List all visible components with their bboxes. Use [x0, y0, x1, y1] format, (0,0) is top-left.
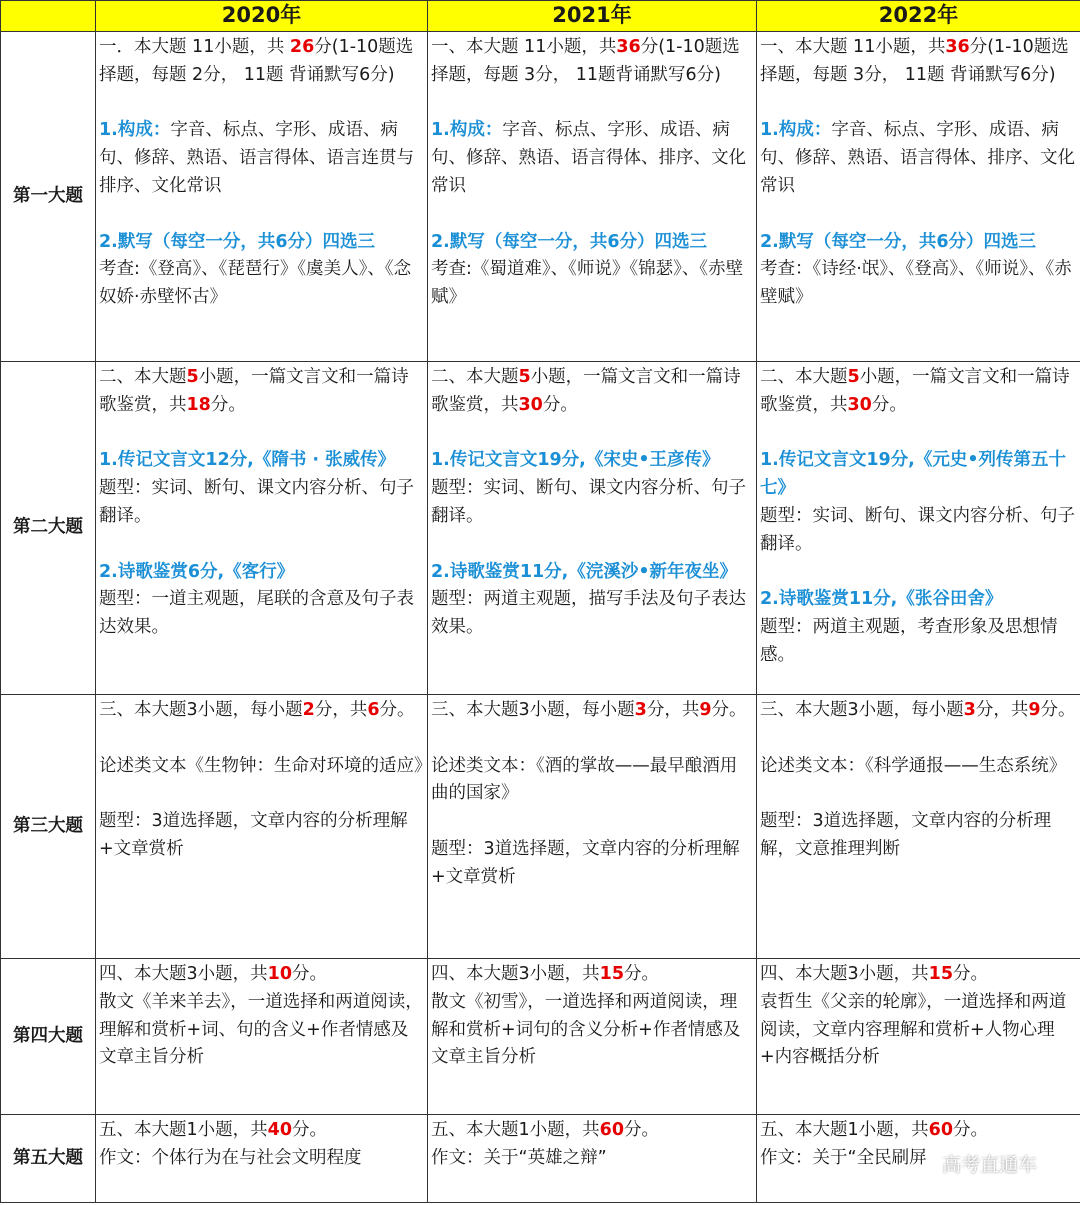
score-highlight: 18 [186, 394, 211, 415]
cell-paragraph [99, 961, 425, 989]
cell-paragraph [431, 1145, 754, 1173]
paragraph-gap [760, 725, 1078, 753]
cell-paragraph [760, 753, 1078, 781]
paragraph-gap [99, 780, 425, 808]
cell-paragraph [760, 256, 1078, 312]
score-highlight: 5 [847, 367, 860, 387]
text-segment: 分，共 [314, 700, 368, 720]
text-segment: 二、本大题 [431, 367, 519, 387]
text-segment: 分。 [542, 394, 578, 415]
year-cell-2022 [757, 32, 1080, 362]
cell-paragraph [431, 364, 754, 420]
text-segment: 分。 [953, 1120, 988, 1140]
text-segment: 二、本大题 [99, 367, 187, 387]
cell-paragraph [431, 753, 754, 809]
score-highlight: 30 [847, 394, 872, 415]
cell-paragraph [431, 117, 754, 200]
cell-paragraph [760, 989, 1078, 1072]
text-segment: 论述类文本《生物钟：生命对环境的适应》 [99, 755, 432, 776]
paragraph-gap [431, 808, 754, 836]
cell-paragraph [760, 586, 1078, 614]
year-cell-2022 [757, 362, 1080, 695]
text-segment: 论述类文本：《酒的掌故——最早酿酒用曲的国家》 [431, 755, 738, 804]
cell-paragraph [99, 256, 425, 312]
cell-paragraph [99, 364, 425, 420]
cell-paragraph [760, 117, 1078, 200]
table-row [1, 32, 1080, 362]
score-highlight: 15 [928, 964, 953, 984]
section-heading: 1.传记文言文19分,《元史•列传第五十七》 [760, 450, 1067, 499]
cell-paragraph [99, 989, 425, 1072]
paragraph-gap [99, 201, 425, 229]
year-cell-2020 [96, 362, 428, 695]
text-segment: 二、本大题 [760, 367, 848, 387]
text-segment: 题型：3道选择题，文章内容的分析理解+文章赏析 [99, 811, 408, 859]
text-segment: 字音、标点、字形、成语、病句、修辞、熟语、语言得体、语言连贯与排序、文化常识 [99, 120, 414, 196]
paragraph-gap [99, 420, 425, 448]
text-segment: 袁哲生《父亲的轮廓》，一道选择和两道阅读，文章内容理解和赏析+人物心理+内容概括分析 [760, 991, 1067, 1068]
section-heading: 2.默写（每空一分，共6分）四选三 [99, 231, 375, 252]
year-cell-2022 [757, 959, 1080, 1115]
text-segment: 分。 [210, 394, 246, 415]
cell-paragraph [760, 503, 1078, 559]
header-year-2020: 2020年 [96, 1, 428, 32]
text-segment: 考查：《诗经·氓》、《登高》、《师说》、《赤壁赋》 [760, 259, 1072, 308]
year-cell-2020 [96, 959, 428, 1115]
text-segment: 分(1-10题选择题，每题 3分， 11题背诵默写6分) [431, 37, 740, 85]
cell-paragraph [431, 475, 754, 531]
header-year-2022: 2022年 [757, 1, 1080, 32]
cell-paragraph [99, 1145, 425, 1173]
cell-paragraph [760, 961, 1078, 989]
cell-paragraph [99, 1117, 425, 1145]
text-segment: 四、本大题3小题，共 [431, 964, 600, 984]
row-heading: 第五大题 [1, 1115, 96, 1203]
score-highlight: 26 [289, 37, 315, 57]
paragraph-gap [99, 725, 425, 753]
score-highlight: 40 [267, 1120, 292, 1140]
text-segment: 小题，一篇文言文和一篇诗歌鉴赏，共 [760, 367, 1070, 415]
section-heading: 2.诗歌鉴赏6分,《客行》 [99, 561, 295, 582]
cell-paragraph [760, 614, 1078, 670]
cell-paragraph [431, 989, 754, 1072]
text-segment: 三、本大题3小题，每小题 [760, 700, 964, 720]
table-body [1, 32, 1080, 1203]
paragraph-gap [760, 201, 1078, 229]
table-row [1, 695, 1080, 959]
paragraph-gap [431, 90, 754, 118]
text-segment: 作文：关于“全民刷屏 [760, 1147, 927, 1168]
year-cell-2021 [428, 695, 757, 959]
text-segment: 分，共 [646, 700, 700, 720]
cell-paragraph [760, 447, 1078, 503]
year-cell-2021 [428, 1115, 757, 1203]
text-segment: 题型：实词、断句、课文内容分析、句子翻译。 [431, 478, 746, 526]
year-cell-2020 [96, 32, 428, 362]
text-segment: 题型：两道主观题，描写手法及句子表达效果。 [431, 589, 746, 638]
header-year-2021: 2021年 [428, 1, 757, 32]
watermark-text: 高考直通车 [942, 1154, 1038, 1176]
score-highlight: 36 [945, 37, 970, 57]
text-segment: 一、本大题 11小题，共 [760, 37, 946, 57]
text-segment: 分。 [624, 964, 659, 984]
score-highlight: 9 [699, 700, 712, 720]
text-segment: 分。 [624, 1120, 659, 1140]
score-highlight: 3 [963, 700, 976, 720]
cell-paragraph [99, 697, 425, 725]
score-highlight: 5 [186, 367, 199, 387]
paragraph-gap [431, 420, 754, 448]
cell-paragraph [760, 364, 1078, 420]
text-segment: 分。 [379, 700, 415, 720]
text-segment: 小题，一篇文言文和一篇诗歌鉴赏，共 [431, 367, 741, 415]
paragraph-gap [431, 531, 754, 559]
text-segment: 五、本大题1小题，共 [431, 1120, 600, 1140]
cell-paragraph [99, 808, 425, 864]
cell-paragraph [431, 1117, 754, 1145]
section-heading: 1.传记文言文12分,《隋书 · 张威传》 [99, 450, 396, 471]
text-segment: 题型：3道选择题，文章内容的分析理解+文章赏析 [431, 838, 740, 887]
section-heading: 2.诗歌鉴赏11分,《张谷田舍》 [760, 589, 1003, 610]
paragraph-gap [99, 90, 425, 118]
text-segment: 一．本大题 11小题，共 [99, 37, 290, 57]
cell-paragraph [431, 447, 754, 475]
year-cell-2022 [757, 695, 1080, 959]
cell-paragraph [99, 447, 425, 475]
text-segment: 题型：两道主观题，考查形象及思想情感。 [760, 617, 1058, 665]
score-highlight: 60 [928, 1120, 953, 1140]
cell-paragraph [99, 34, 425, 90]
text-segment: 作文：关于“英雄之辩” [431, 1147, 607, 1168]
paragraph-gap [760, 780, 1078, 808]
text-segment: 分。 [1040, 700, 1076, 720]
cell-paragraph [99, 753, 432, 781]
section-heading: 2.诗歌鉴赏11分,《浣溪沙•新年夜坐》 [431, 561, 738, 582]
header-row [1, 1, 1080, 32]
paragraph-gap [760, 559, 1078, 587]
text-segment: 分。 [292, 964, 327, 984]
text-segment: 一、本大题 11小题，共 [431, 37, 617, 57]
text-segment: 分。 [292, 1120, 327, 1140]
year-cell-2021 [428, 32, 757, 362]
text-segment: 题型：实词、断句、课文内容分析、句子翻译。 [99, 478, 414, 526]
text-segment: 论述类文本：《科学通报——生态系统》 [760, 755, 1067, 776]
text-segment: 分。 [711, 700, 747, 720]
year-cell-2020 [96, 1115, 428, 1203]
text-segment: 分。 [953, 964, 988, 984]
cell-paragraph [760, 1117, 1078, 1145]
row-heading: 第一大题 [1, 32, 96, 362]
score-highlight: 3 [634, 700, 647, 720]
cell-paragraph [760, 808, 1078, 864]
cell-paragraph [431, 586, 754, 642]
section-heading: 1.构成： [99, 120, 171, 141]
text-segment: 四、本大题3小题，共 [99, 964, 268, 984]
cell-paragraph [99, 229, 425, 257]
paragraph-gap [431, 725, 754, 753]
section-heading: 2.默写（每空一分，共6分）四选三 [431, 231, 707, 252]
table-row [1, 362, 1080, 695]
paragraph-gap [760, 420, 1078, 448]
row-heading: 第三大题 [1, 695, 96, 959]
text-segment: 题型：3道选择题，文章内容的分析理解，文意推理判断 [760, 811, 1052, 859]
text-segment: 四、本大题3小题，共 [760, 964, 929, 984]
text-segment: 考查:《蜀道难》、《师说》《锦瑟》、《赤壁赋》 [431, 259, 744, 308]
text-segment: 小题，一篇文言文和一篇诗歌鉴赏，共 [99, 367, 409, 415]
row-heading: 第四大题 [1, 959, 96, 1115]
section-heading: 1.传记文言文19分,《宋史•王彦传》 [431, 450, 720, 471]
score-highlight: 15 [599, 964, 624, 984]
score-highlight: 5 [518, 367, 531, 387]
year-cell-2021 [428, 959, 757, 1115]
text-segment: 五、本大题1小题，共 [760, 1120, 929, 1140]
cell-paragraph [431, 961, 754, 989]
score-highlight: 60 [599, 1120, 624, 1140]
cell-paragraph [760, 697, 1078, 725]
cell-paragraph [99, 475, 425, 531]
cell-paragraph [99, 586, 425, 642]
cell-paragraph [431, 559, 754, 587]
score-highlight: 30 [518, 394, 543, 415]
table-row [1, 1115, 1080, 1203]
text-segment: 字音、标点、字形、成语、病句、修辞、熟语、语言得体、排序、文化常识 [760, 120, 1075, 196]
score-highlight: 9 [1028, 700, 1041, 720]
text-segment: 作文：个体行为在与社会文明程度 [99, 1147, 362, 1168]
text-segment: 散文《初雪》，一道选择和两道阅读，理解和赏析+词句的含义分析+作者情感及文章主旨分析 [431, 991, 741, 1068]
text-segment: 题型：实词、断句、课文内容分析、句子翻译。 [760, 505, 1075, 554]
score-highlight: 36 [616, 37, 641, 57]
score-highlight: 6 [367, 700, 380, 720]
paragraph-gap [99, 531, 425, 559]
cell-paragraph [431, 697, 754, 725]
year-cell-2021 [428, 362, 757, 695]
cell-paragraph [760, 229, 1078, 257]
cell-paragraph [431, 256, 754, 312]
text-segment: 分，共 [975, 700, 1029, 720]
text-segment: 考查:《登高》、《琵琶行》《虞美人》、《念奴娇·赤壁怀古》 [99, 259, 412, 308]
paragraph-gap [431, 201, 754, 229]
table-row [1, 959, 1080, 1115]
year-cell-2020 [96, 695, 432, 959]
text-segment: 散文《羊来羊去》，一道选择和两道阅读，理解和赏析+词、句的含义+作者情感及文章主旨分析 [99, 991, 423, 1068]
cell-paragraph [431, 34, 754, 90]
text-segment: 分(1-10题选择题，每题 3分， 11题 背诵默写6分) [760, 37, 1069, 85]
header-corner-cell [1, 1, 96, 32]
text-segment: 五、本大题1小题，共 [99, 1120, 268, 1140]
cell-paragraph [760, 34, 1078, 90]
row-heading: 第二大题 [1, 362, 96, 695]
section-heading: 1.构成： [431, 120, 503, 141]
cell-paragraph [99, 117, 425, 200]
text-segment: 分。 [871, 394, 907, 415]
text-segment: 三、本大题3小题，每小题 [431, 700, 635, 720]
cell-paragraph [99, 559, 425, 587]
text-segment: 分(1-10题选择题，每题 2分， 11题 背诵默写6分) [99, 37, 414, 85]
paragraph-gap [760, 90, 1078, 118]
score-highlight: 2 [302, 700, 315, 720]
score-highlight: 10 [267, 964, 292, 984]
cell-paragraph [431, 836, 754, 892]
text-segment: 题型：一道主观题，尾联的含意及句子表达效果。 [99, 589, 414, 638]
text-segment: 字音、标点、字形、成语、病句、修辞、熟语、语言得体、排序、文化常识 [431, 120, 746, 196]
cell-paragraph [431, 229, 754, 257]
section-heading: 1.构成： [760, 120, 832, 141]
text-segment: 三、本大题3小题，每小题 [99, 700, 303, 720]
section-heading: 2.默写（每空一分，共6分）四选三 [760, 231, 1036, 252]
